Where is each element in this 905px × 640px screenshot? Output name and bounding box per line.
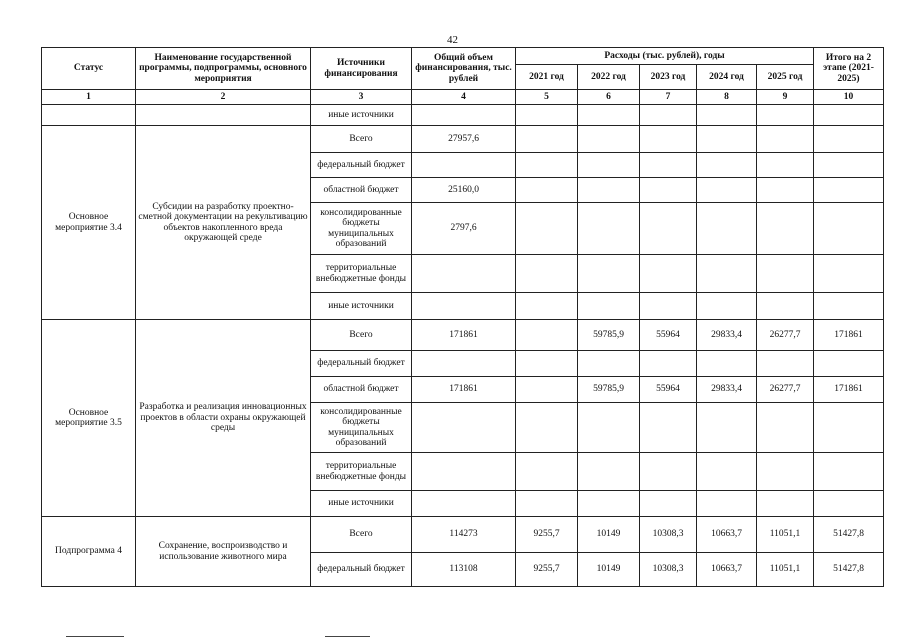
- value-cell: [516, 255, 578, 293]
- value-cell: [757, 203, 814, 255]
- value-cell: [814, 491, 884, 517]
- value-cell: [814, 105, 884, 126]
- value-cell: [578, 178, 640, 203]
- value-cell: 10149: [578, 517, 640, 553]
- value-cell: [814, 293, 884, 320]
- col-number: 10: [814, 90, 884, 105]
- value-cell: [640, 203, 697, 255]
- value-cell: [814, 153, 884, 178]
- header-status: Статус: [42, 48, 136, 90]
- name-cell: Разработка и реализация инновационных проектов в области охраны окружающей среды: [136, 320, 311, 517]
- value-cell: [516, 105, 578, 126]
- total-cell: [412, 491, 516, 517]
- total-cell: 27957,6: [412, 126, 516, 153]
- total-cell: [412, 403, 516, 453]
- source-cell: Всего: [311, 320, 412, 351]
- total-cell: [412, 255, 516, 293]
- value-cell: [640, 293, 697, 320]
- total-cell: 25160,0: [412, 178, 516, 203]
- col-number: 4: [412, 90, 516, 105]
- col-number: 5: [516, 90, 578, 105]
- value-cell: [516, 491, 578, 517]
- value-cell: [697, 403, 757, 453]
- name-cell: Сохранение, воспроизводство и использование животного мира: [136, 517, 311, 587]
- value-cell: [516, 403, 578, 453]
- page-number: 42: [447, 34, 458, 46]
- value-cell: [814, 403, 884, 453]
- value-cell: [640, 351, 697, 377]
- value-cell: 9255,7: [516, 553, 578, 587]
- status-cell: Подпрограмма 4: [42, 517, 136, 587]
- header-2023: 2023 год: [640, 65, 697, 90]
- header-total: Общий объем финансирования, тыс. рублей: [412, 48, 516, 90]
- value-cell: [578, 351, 640, 377]
- source-cell: областной бюджет: [311, 377, 412, 403]
- value-cell: [516, 293, 578, 320]
- value-cell: 51427,8: [814, 553, 884, 587]
- value-cell: [814, 351, 884, 377]
- value-cell: 10663,7: [697, 553, 757, 587]
- total-cell: 171861: [412, 320, 516, 351]
- value-cell: [640, 178, 697, 203]
- value-cell: [516, 320, 578, 351]
- value-cell: [640, 491, 697, 517]
- footer-line: [66, 636, 124, 637]
- source-cell: иные источники: [311, 491, 412, 517]
- value-cell: [578, 153, 640, 178]
- value-cell: [697, 351, 757, 377]
- value-cell: [578, 126, 640, 153]
- source-cell: иные источники: [311, 293, 412, 320]
- value-cell: [578, 105, 640, 126]
- value-cell: [814, 203, 884, 255]
- value-cell: 10308,3: [640, 517, 697, 553]
- value-cell: 171861: [814, 320, 884, 351]
- value-cell: [814, 255, 884, 293]
- value-cell: [640, 255, 697, 293]
- value-cell: [697, 203, 757, 255]
- footer-line: [325, 636, 370, 637]
- source-cell: Всего: [311, 126, 412, 153]
- value-cell: [757, 126, 814, 153]
- total-cell: 114273: [412, 517, 516, 553]
- value-cell: [697, 153, 757, 178]
- value-cell: 29833,4: [697, 320, 757, 351]
- col-number: 1: [42, 90, 136, 105]
- total-cell: 171861: [412, 377, 516, 403]
- source-cell: иные источники: [311, 105, 412, 126]
- value-cell: [697, 255, 757, 293]
- header-sources: Источники финансирования: [311, 48, 412, 90]
- source-cell: территориальные внебюджетные фонды: [311, 255, 412, 293]
- value-cell: 26277,7: [757, 377, 814, 403]
- value-cell: [757, 293, 814, 320]
- value-cell: 55964: [640, 377, 697, 403]
- value-cell: 59785,9: [578, 377, 640, 403]
- value-cell: [757, 491, 814, 517]
- budget-table: [41, 47, 884, 587]
- col-number: 3: [311, 90, 412, 105]
- col-number: 2: [136, 90, 311, 105]
- value-cell: [640, 453, 697, 491]
- value-cell: [697, 178, 757, 203]
- value-cell: [640, 153, 697, 178]
- value-cell: [516, 126, 578, 153]
- value-cell: [578, 453, 640, 491]
- col-number: 8: [697, 90, 757, 105]
- col-number: 9: [757, 90, 814, 105]
- value-cell: [640, 403, 697, 453]
- value-cell: 11051,1: [757, 517, 814, 553]
- value-cell: [697, 105, 757, 126]
- status-cell: [42, 105, 136, 126]
- value-cell: [578, 491, 640, 517]
- source-cell: федеральный бюджет: [311, 553, 412, 587]
- value-cell: [814, 178, 884, 203]
- header-2022: 2022 год: [578, 65, 640, 90]
- header-expenses: Расходы (тыс. рублей), годы: [516, 48, 814, 65]
- value-cell: [578, 293, 640, 320]
- value-cell: [757, 105, 814, 126]
- total-cell: [412, 293, 516, 320]
- value-cell: 29833,4: [697, 377, 757, 403]
- value-cell: 26277,7: [757, 320, 814, 351]
- value-cell: [516, 351, 578, 377]
- col-number: 6: [578, 90, 640, 105]
- header-name: Наименование государственной программы, подпрограммы, основного мероприятия: [136, 48, 311, 90]
- total-cell: [412, 453, 516, 491]
- total-cell: 113108: [412, 553, 516, 587]
- value-cell: [757, 453, 814, 491]
- value-cell: [516, 203, 578, 255]
- value-cell: 10149: [578, 553, 640, 587]
- status-cell: Основное мероприятие 3.5: [42, 320, 136, 517]
- value-cell: [757, 178, 814, 203]
- source-cell: федеральный бюджет: [311, 351, 412, 377]
- name-cell: Субсидии на разработку проектно-сметной документации на рекультивацию объектов накопленного вреда окружающей среде: [136, 126, 311, 320]
- header-itogo: Итого на 2 этапе (2021-2025): [814, 48, 884, 90]
- source-cell: консолидированные бюджеты муниципальных образований: [311, 403, 412, 453]
- header-2021: 2021 год: [516, 65, 578, 90]
- value-cell: 55964: [640, 320, 697, 351]
- value-cell: [516, 153, 578, 178]
- total-cell: [412, 105, 516, 126]
- value-cell: [578, 203, 640, 255]
- value-cell: [814, 453, 884, 491]
- source-cell: консолидированные бюджеты муниципальных образований: [311, 203, 412, 255]
- value-cell: 9255,7: [516, 517, 578, 553]
- value-cell: [516, 377, 578, 403]
- value-cell: [516, 453, 578, 491]
- value-cell: 10308,3: [640, 553, 697, 587]
- value-cell: [757, 351, 814, 377]
- value-cell: [814, 126, 884, 153]
- value-cell: [516, 178, 578, 203]
- value-cell: [757, 153, 814, 178]
- col-number: 7: [640, 90, 697, 105]
- value-cell: [697, 453, 757, 491]
- value-cell: 11051,1: [757, 553, 814, 587]
- value-cell: [697, 491, 757, 517]
- value-cell: [578, 403, 640, 453]
- total-cell: [412, 351, 516, 377]
- value-cell: [640, 126, 697, 153]
- value-cell: [640, 105, 697, 126]
- source-cell: территориальные внебюджетные фонды: [311, 453, 412, 491]
- value-cell: 171861: [814, 377, 884, 403]
- name-cell: [136, 105, 311, 126]
- value-cell: [757, 255, 814, 293]
- value-cell: 59785,9: [578, 320, 640, 351]
- status-cell: Основное мероприятие 3.4: [42, 126, 136, 320]
- value-cell: [757, 403, 814, 453]
- header-2025: 2025 год: [757, 65, 814, 90]
- source-cell: областной бюджет: [311, 178, 412, 203]
- source-cell: Всего: [311, 517, 412, 553]
- value-cell: [578, 255, 640, 293]
- header-2024: 2024 год: [697, 65, 757, 90]
- value-cell: 10663,7: [697, 517, 757, 553]
- value-cell: 51427,8: [814, 517, 884, 553]
- total-cell: 2797,6: [412, 203, 516, 255]
- value-cell: [697, 293, 757, 320]
- value-cell: [697, 126, 757, 153]
- source-cell: федеральный бюджет: [311, 153, 412, 178]
- total-cell: [412, 153, 516, 178]
